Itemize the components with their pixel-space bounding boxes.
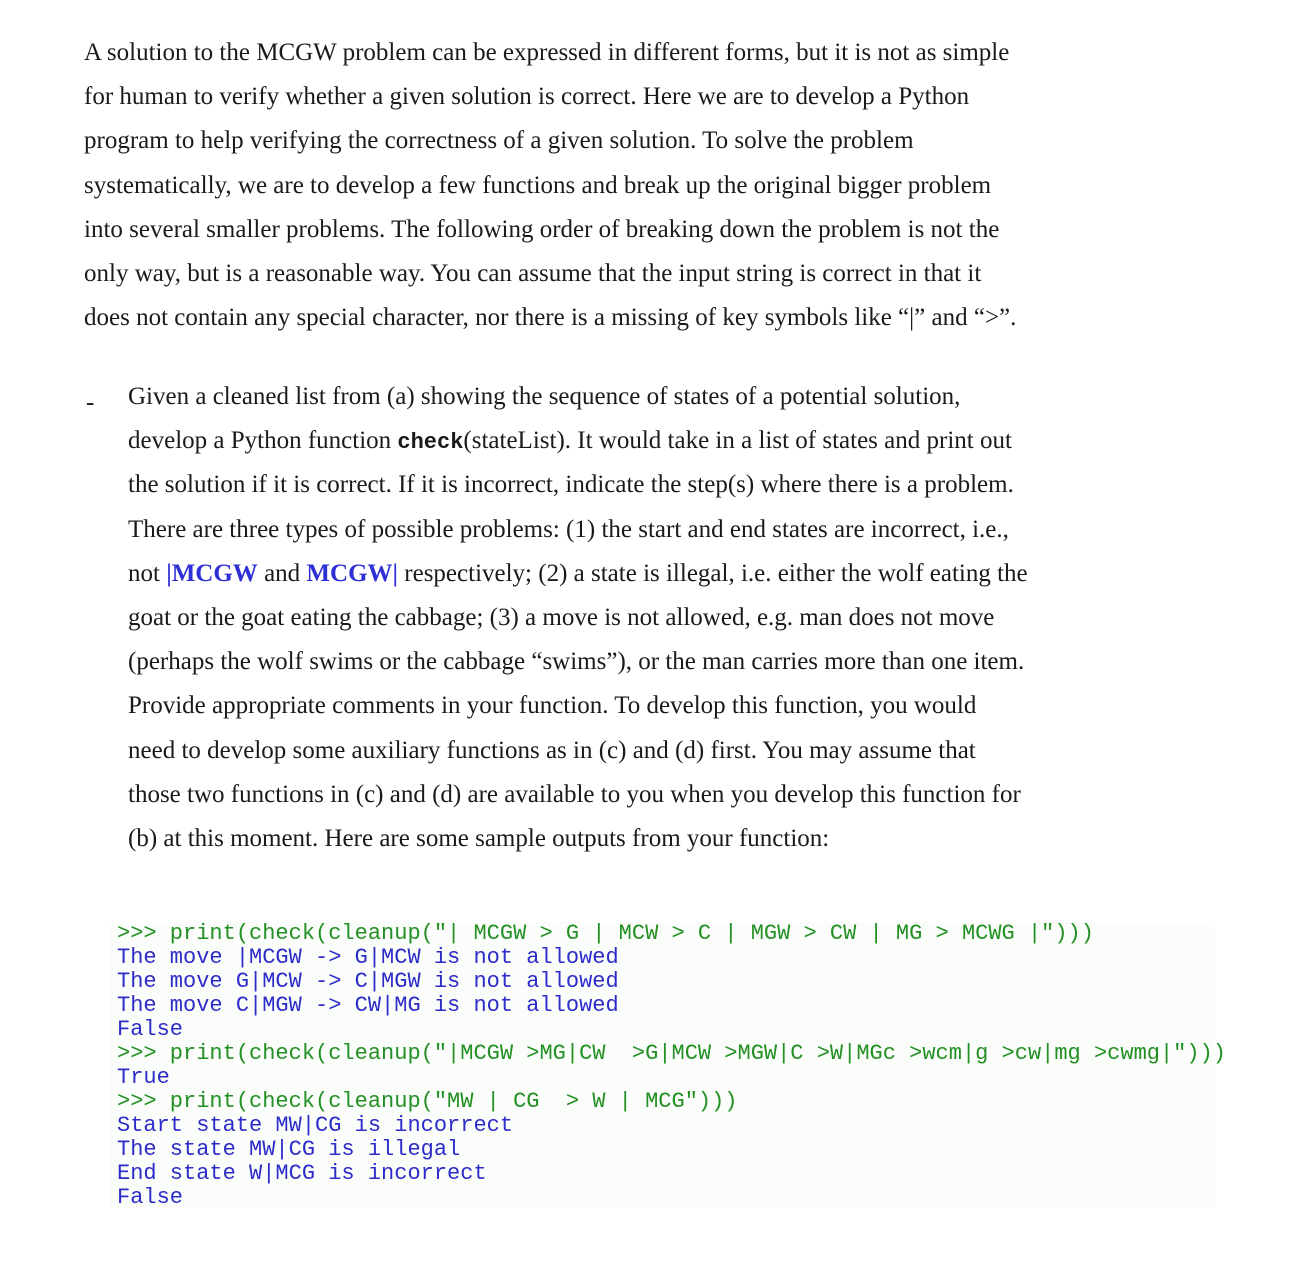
console-output-line: False [117, 1185, 184, 1210]
intro-line: A solution to the MCGW problem can be expressed in different forms, but it is not as simple [84, 39, 1010, 66]
task-line: There are three types of possible problems: (1) the start and end states are incorrect, i.e., [128, 515, 1009, 543]
console-output-line: False [117, 1017, 184, 1042]
console-output-line: The move |MCGW -> G|MCW is not allowed [117, 945, 619, 970]
console-input-line: >>> print(check(cleanup("|MCGW >MG|CW >G|MCW >MGW|C >W|MGc >wcm|g >cw|mg >cwmg|"))) [117, 1041, 1226, 1066]
intro-line: does not contain any special character, nor there is a missing of key symbols like “|” and “>”. [84, 304, 1017, 332]
intro-line: for human to verify whether a given solution is correct. Here we are to develop a Python [84, 83, 970, 111]
console-output-line: Start state MW|CG is incorrect [117, 1113, 514, 1138]
task-text: develop a Python function [128, 427, 398, 455]
console-input-line: >>> print(check(cleanup("| MCGW > G | MCW > C | MGW > CW | MG > MCWG |"))) [117, 921, 1094, 946]
end-state-highlight: MCGW| [306, 559, 399, 587]
python-console-output [110, 921, 1226, 1210]
console-output-line: The state MW|CG is illegal [117, 1137, 461, 1162]
intro-line: only way, but is a reasonable way. You can assume that the input string is correct in that it [84, 259, 982, 287]
console-output-line: The move C|MGW -> CW|MG is not allowed [117, 993, 619, 1018]
task-paragraph [128, 375, 1128, 861]
task-line [128, 552, 1128, 596]
task-text: (stateList). It would take in a list of states and print out [463, 427, 1012, 455]
bullet-marker: - [86, 389, 95, 416]
console-output-line: The move G|MCW -> C|MGW is not allowed [117, 969, 619, 994]
task-text: and [257, 559, 307, 587]
task-line: Given a cleaned list from (a) showing the sequence of states of a potential solution, [128, 383, 961, 410]
task-line: the solution if it is correct. If it is incorrect, indicate the step(s) where there is a problem. [128, 471, 1014, 499]
task-line [128, 419, 1128, 463]
task-text: respectively; (2) a state is illegal, i.e. either the wolf eating the [398, 559, 1028, 587]
console-output-line: End state W|MCG is incorrect [117, 1161, 487, 1186]
console-output-line: True [117, 1065, 170, 1090]
task-line: those two functions in (c) and (d) are available to you when you develop this function for [128, 780, 1021, 808]
task-text: not [128, 559, 167, 587]
intro-paragraph [84, 31, 1124, 340]
intro-line: program to help verifying the correctness of a given solution. To solve the problem [84, 127, 914, 155]
console-input-line: >>> print(check(cleanup("MW | CG > W | MCG"))) [117, 1089, 738, 1114]
task-line: goat or the goat eating the cabbage; (3) a move is not allowed, e.g. man does not move [128, 603, 995, 631]
start-state-highlight: |MCGW [166, 559, 258, 587]
task-line: (perhaps the wolf swims or the cabbage “swims”), or the man carries more than one item. [128, 648, 1025, 676]
task-line: Provide appropriate comments in your function. To develop this function, you would [128, 692, 977, 720]
function-name-check: check [397, 430, 464, 456]
task-line: need to develop some auxiliary functions as in (c) and (d) first. You may assume that [128, 736, 976, 764]
task-line: (b) at this moment. Here are some sample outputs from your function: [128, 824, 830, 852]
intro-line: systematically, we are to develop a few functions and break up the original bigger problem [84, 171, 992, 199]
intro-line: into several smaller problems. The following order of breaking down the problem is not the [84, 215, 1000, 243]
